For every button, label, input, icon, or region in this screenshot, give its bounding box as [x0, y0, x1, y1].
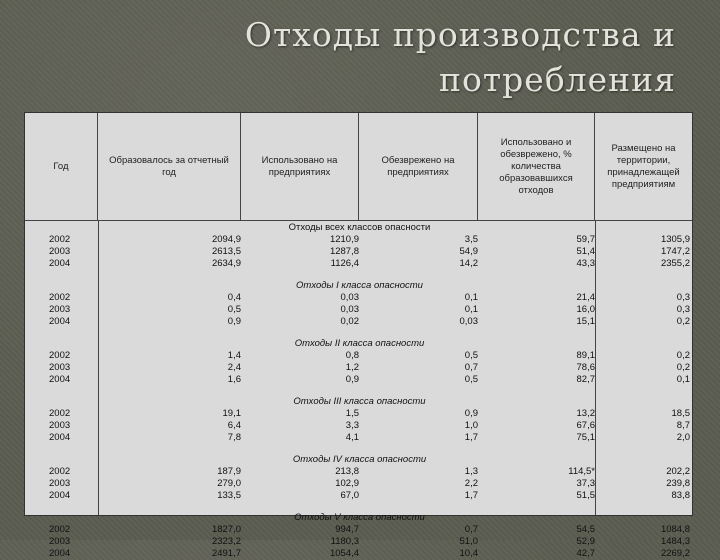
neutralized-cell: 0,7	[464, 524, 478, 535]
table-row	[25, 408, 692, 420]
pct-cell: 43,3	[576, 258, 595, 269]
used-cell: 4,1	[345, 432, 359, 443]
year-cell: 2003	[49, 246, 71, 257]
header-used: Использовано на предприятиях	[241, 113, 359, 220]
neutralized-cell: 0,5	[464, 374, 478, 385]
placed-cell: 0,1	[676, 374, 690, 385]
pct-cell: 75,1	[576, 432, 595, 443]
formed-cell: 0,4	[227, 292, 241, 303]
table-row	[25, 374, 692, 386]
pct-cell: 89,1	[576, 350, 595, 361]
section-label: Отходы V класса опасности	[294, 512, 425, 523]
table-row	[25, 466, 692, 478]
header-placed: Размещено на территории, принадлежащей предприятиям	[607, 142, 680, 190]
year-cell: 2004	[49, 316, 71, 327]
neutralized-cell: 0,7	[464, 362, 478, 373]
formed-cell: 2,4	[227, 362, 241, 373]
pct-cell: 51,4	[576, 246, 595, 257]
neutralized-cell: 1,7	[464, 432, 478, 443]
header-divider	[25, 220, 692, 221]
pct-cell: 13,2	[576, 408, 595, 419]
placed-cell: 1747,2	[660, 246, 690, 257]
table-row	[25, 478, 692, 490]
table-row	[25, 536, 692, 548]
neutralized-cell: 0,5	[464, 350, 478, 361]
year-cell: 2002	[49, 408, 71, 419]
used-cell: 1,5	[345, 408, 359, 419]
pct-cell: 78,6	[576, 362, 595, 373]
pct-cell: 16,0	[576, 304, 595, 315]
used-cell: 1126,4	[330, 258, 359, 269]
table-row	[25, 548, 692, 560]
year-cell: 2003	[49, 304, 71, 315]
used-cell: 994,7	[335, 524, 359, 535]
year-cell: 2004	[49, 374, 71, 385]
table-row	[25, 292, 692, 304]
placed-cell: 2269,2	[660, 548, 690, 559]
used-cell: 0,02	[340, 316, 359, 327]
table-row	[25, 432, 692, 444]
pct-cell: 42,7	[576, 548, 595, 559]
neutralized-cell: 1,0	[464, 420, 478, 431]
formed-cell: 1,6	[227, 374, 241, 385]
header-neutralized: Обезврежено на предприятиях	[359, 113, 478, 220]
year-cell: 2003	[49, 478, 71, 489]
placed-cell: 0,3	[676, 292, 690, 303]
slide-title	[176, 12, 676, 102]
neutralized-cell: 51,0	[459, 536, 478, 547]
placed-cell: 0,2	[676, 350, 690, 361]
formed-cell: 6,4	[227, 420, 241, 431]
section-label: Отходы всех классов опасности	[288, 222, 431, 233]
section-label: Отходы IV класса опасности	[292, 454, 427, 465]
used-cell: 3,3	[345, 420, 359, 431]
formed-cell: 0,9	[227, 316, 241, 327]
table-row	[25, 246, 692, 258]
pct-cell: 67,6	[576, 420, 595, 431]
used-cell: 0,03	[340, 304, 359, 315]
year-cell: 2002	[49, 524, 71, 535]
table-row	[25, 362, 692, 374]
table-row	[25, 316, 692, 328]
used-cell: 0,8	[345, 350, 359, 361]
section-label: Отходы I класса опасности	[296, 280, 423, 291]
neutralized-cell: 1,7	[464, 490, 478, 501]
formed-cell: 2613,5	[211, 246, 241, 257]
year-cell: 2002	[49, 350, 71, 361]
placed-cell: 18,5	[671, 408, 690, 419]
formed-cell: 2634,9	[211, 258, 241, 269]
table-row	[25, 420, 692, 432]
placed-cell: 239,8	[666, 478, 690, 489]
year-cell: 2003	[49, 420, 71, 431]
pct-cell: 82,7	[576, 374, 595, 385]
section-label: Отходы II класса опасности	[294, 338, 425, 349]
pct-cell: 51,5	[576, 490, 595, 501]
neutralized-cell: 0,1	[464, 304, 478, 315]
title-line-1: Отходы производства и	[244, 15, 676, 54]
neutralized-cell: 14,2	[459, 258, 478, 269]
neutralized-cell: 3,5	[464, 234, 478, 245]
placed-cell: 1484,3	[660, 536, 690, 547]
used-cell: 0,03	[340, 292, 359, 303]
table-row	[25, 490, 692, 502]
pct-cell: 54,5	[576, 524, 595, 535]
waste-table	[24, 112, 693, 559]
year-cell: 2004	[49, 258, 71, 269]
header-used-pct: Использовано и обезврежено, % количества образовавшихся отходов	[478, 113, 595, 220]
pct-cell: 37,3	[576, 478, 595, 489]
pct-cell: 59,7	[576, 234, 595, 245]
placed-cell: 0,2	[676, 316, 690, 327]
neutralized-cell: 0,03	[459, 316, 478, 327]
placed-cell: 202,2	[666, 466, 690, 477]
formed-cell: 279,0	[217, 478, 241, 489]
pct-cell: 52,9	[576, 536, 595, 547]
placed-cell: 0,3	[676, 304, 690, 315]
pct-cell: 21,4	[576, 292, 595, 303]
neutralized-cell: 10,4	[459, 548, 478, 559]
pct-cell: 114,5*	[568, 466, 595, 477]
used-cell: 1210,9	[329, 234, 359, 245]
formed-cell: 2094,9	[211, 234, 241, 245]
formed-cell: 0,5	[227, 304, 241, 315]
placed-cell: 2,0	[676, 432, 690, 443]
formed-cell: 133,5	[217, 490, 241, 501]
placed-cell: 1305,9	[660, 234, 690, 245]
title-line-2: потребления	[439, 60, 676, 99]
table-row	[25, 304, 692, 316]
year-cell: 2002	[49, 234, 71, 245]
neutralized-cell: 54,9	[459, 246, 478, 257]
table-row	[25, 234, 692, 246]
formed-cell: 7,8	[227, 432, 241, 443]
used-cell: 1054,4	[329, 548, 359, 559]
formed-cell: 1,4	[227, 350, 241, 361]
used-cell: 0,9	[345, 374, 359, 385]
header-year: Год	[25, 113, 98, 220]
year-cell: 2002	[49, 466, 71, 477]
year-cell: 2004	[49, 548, 71, 559]
used-cell: 1,2	[345, 362, 359, 373]
placed-cell: 0,2	[676, 362, 690, 373]
neutralized-cell: 2,2	[464, 478, 478, 489]
formed-cell: 19,1	[222, 408, 241, 419]
year-cell: 2003	[49, 536, 71, 547]
table-row	[25, 524, 692, 536]
table-row	[25, 350, 692, 362]
used-cell: 1287,8	[329, 246, 359, 257]
used-cell: 67,0	[340, 490, 359, 501]
neutralized-cell: 0,9	[464, 408, 478, 419]
year-cell: 2004	[49, 490, 71, 501]
year-cell: 2004	[49, 432, 71, 443]
formed-cell: 187,9	[217, 466, 241, 477]
section-label: Отходы III класса опасности	[293, 396, 426, 407]
used-cell: 1180,3	[330, 536, 359, 547]
used-cell: 102,9	[335, 478, 359, 489]
year-cell: 2003	[49, 362, 71, 373]
formed-cell: 1827,0	[211, 524, 241, 535]
year-cell: 2002	[49, 292, 71, 303]
pct-cell: 15,1	[576, 316, 595, 327]
formed-cell: 2491,7	[211, 548, 241, 559]
table-row	[25, 258, 692, 270]
neutralized-cell: 0,1	[464, 292, 478, 303]
placed-cell: 8,7	[676, 420, 690, 431]
header-formed: Образовалось за отчетный год	[98, 113, 241, 220]
neutralized-cell: 1,3	[464, 466, 478, 477]
used-cell: 213,8	[335, 466, 359, 477]
placed-cell: 1084,8	[660, 524, 690, 535]
placed-cell: 2355,2	[660, 258, 690, 269]
formed-cell: 2323,2	[211, 536, 241, 547]
placed-cell: 83,8	[671, 490, 690, 501]
